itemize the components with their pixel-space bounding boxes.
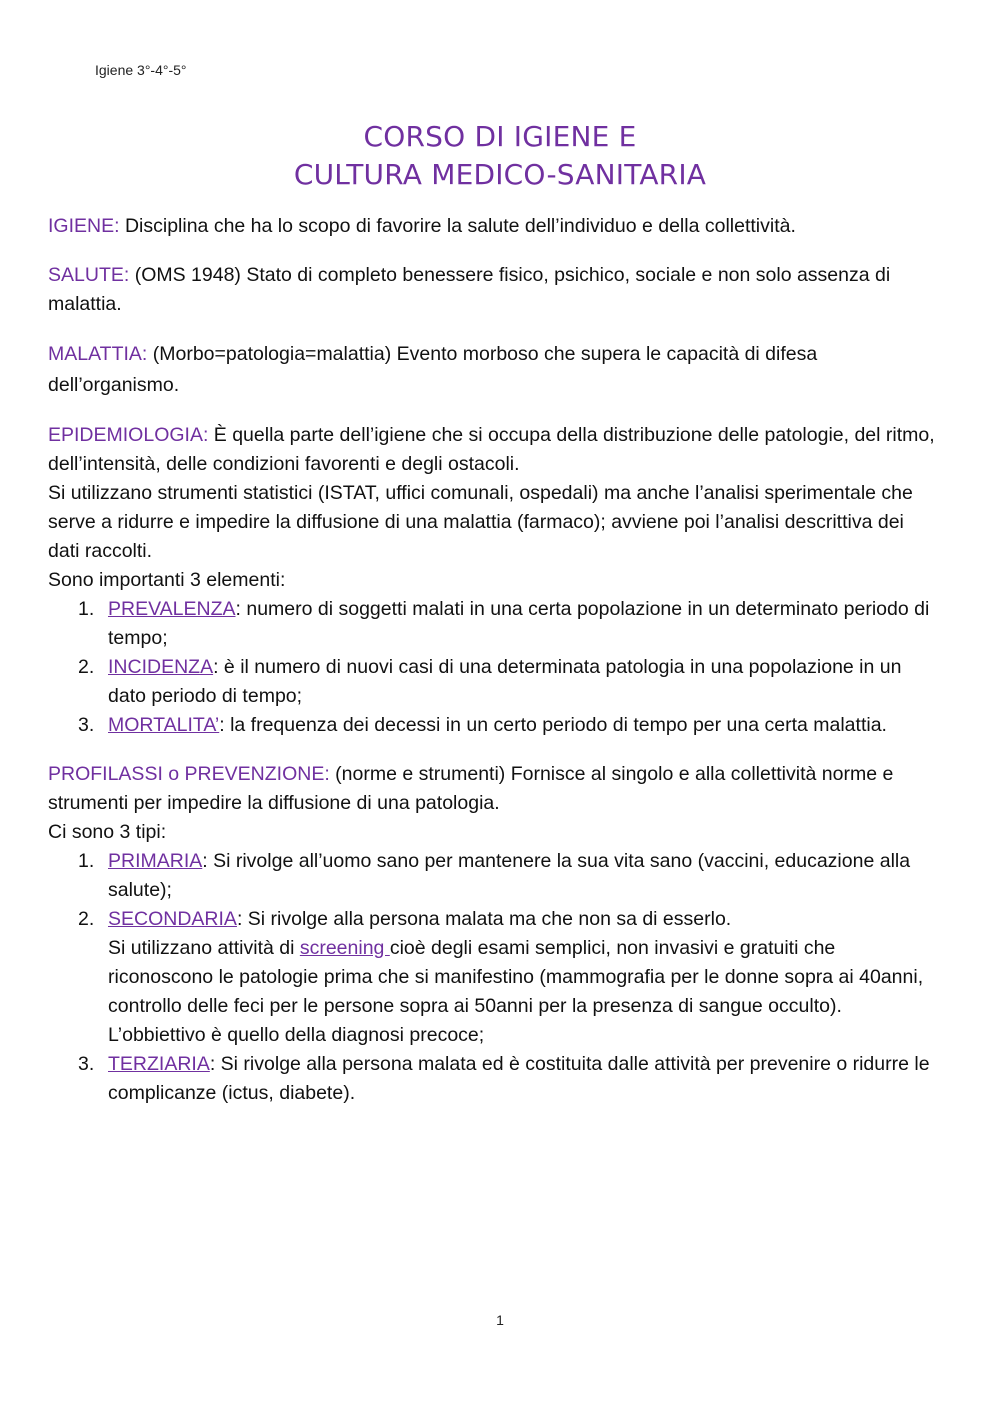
term-label: MALATTIA: (48, 343, 148, 365)
term-label: PROFILASSI o PREVENZIONE: (48, 763, 330, 785)
definition-text: (OMS 1948) Stato di completo benessere fisico, psichico, sociale e non solo assenza di malattia. (48, 264, 891, 315)
term-link[interactable]: TERZIARIA (108, 1053, 210, 1075)
document-title (0, 118, 1000, 194)
definition-igiene (48, 212, 938, 241)
term-label: EPIDEMIOLOGIA: (48, 424, 209, 446)
page-number: 1 (496, 1312, 504, 1328)
list-item (48, 653, 938, 711)
list-item-extra-text: cioè degli esami semplici, non invasivi e gratuiti che riconoscono le patologie prima che si manifestino (mammografia per le donne sopra ai 40anni, controllo delle feci per le persone sopra ai 50anni per la presenza di sangue occulto). (108, 937, 924, 1017)
definition-text: È quella parte dell’igiene che si occupa della distribuzione delle patologie, del ritmo, dell’intensità, delle condizioni favorenti e degli ostacoli. (48, 424, 935, 475)
list-item (48, 595, 938, 653)
list-item-text: : la frequenza dei decessi in un certo periodo di tempo per una certa malattia. (219, 714, 887, 736)
list-item-extra-text: L’obbiettivo è quello della diagnosi precoce; (108, 1024, 485, 1046)
definition-malattia (48, 339, 938, 401)
section-profilassi (48, 760, 938, 1108)
title-line-1: CORSO DI IGIENE E (363, 120, 637, 153)
list-number: 2. (78, 656, 95, 678)
list-item (48, 847, 938, 905)
list-intro: Ci sono 3 tipi: (48, 821, 167, 843)
definition-salute (48, 261, 938, 319)
header-note: Igiene 3°-4°-5° (95, 62, 187, 78)
list-item-text: : Si rivolge alla persona malata ed è costituita dalle attività per prevenire o ridurre le complicanze (ictus, diabete). (108, 1053, 930, 1104)
list-number: 1. (78, 850, 95, 872)
term-label: IGIENE: (48, 215, 120, 237)
list-number: 2. (78, 908, 95, 930)
list-item-text: : è il numero di nuovi casi di una determinata patologia in una popolazione in un dato periodo di tempo; (108, 656, 902, 707)
section-epidemiologia (48, 421, 938, 740)
term-link[interactable]: INCIDENZA (108, 656, 214, 678)
definition-profilassi (48, 760, 938, 818)
screening-link[interactable]: screening (299, 937, 390, 959)
definition-epidemiologia (48, 421, 938, 479)
list-number: 1. (78, 598, 95, 620)
list-item-extra-text: Si utilizzano attività di (108, 937, 300, 959)
numbered-list (48, 847, 938, 1108)
definition-text: (Morbo=patologia=malattia) Evento morboso che supera le capacità di difesa dell’organismo. (48, 343, 818, 396)
list-item-text: : numero di soggetti malati in una certa popolazione in un determinato periodo di tempo; (108, 598, 930, 649)
list-number: 3. (78, 714, 95, 736)
list-item-text: : Si rivolge all’uomo sano per mantenere la sua vita sano (vaccini, educazione alla salute); (108, 850, 911, 901)
document-body (48, 212, 938, 1128)
paragraph-text: Si utilizzano strumenti statistici (ISTAT, uffici comunali, ospedali) ma anche l’analisi sperimentale che serve a ridurre e impedire la diffusione di una malattia (farmaco); avviene poi l’analisi descrittiva dei dati raccolti. (48, 482, 913, 562)
list-intro: Sono importanti 3 elementi: (48, 569, 286, 591)
term-link[interactable]: PREVALENZA (108, 598, 236, 620)
list-item-text: : Si rivolge alla persona malata ma che non sa di esserlo. (236, 908, 732, 930)
list-number: 3. (78, 1053, 95, 1075)
title-line-2: CULTURA MEDICO-SANITARIA (293, 158, 707, 191)
numbered-list (48, 595, 938, 740)
definition-text: Disciplina che ha lo scopo di favorire la salute dell’individuo e della collettività. (119, 215, 796, 237)
term-link[interactable]: PRIMARIA (108, 850, 203, 872)
list-item (48, 1050, 938, 1108)
term-link[interactable]: SECONDARIA (108, 908, 237, 930)
term-link[interactable]: MORTALITA’ (108, 714, 220, 736)
definition-text: (norme e strumenti) Fornisce al singolo e alla collettività norme e strumenti per impedire la diffusione di una patologia. (48, 763, 894, 814)
list-item (48, 905, 938, 1050)
list-item (48, 711, 938, 740)
term-label: SALUTE: (48, 264, 130, 286)
